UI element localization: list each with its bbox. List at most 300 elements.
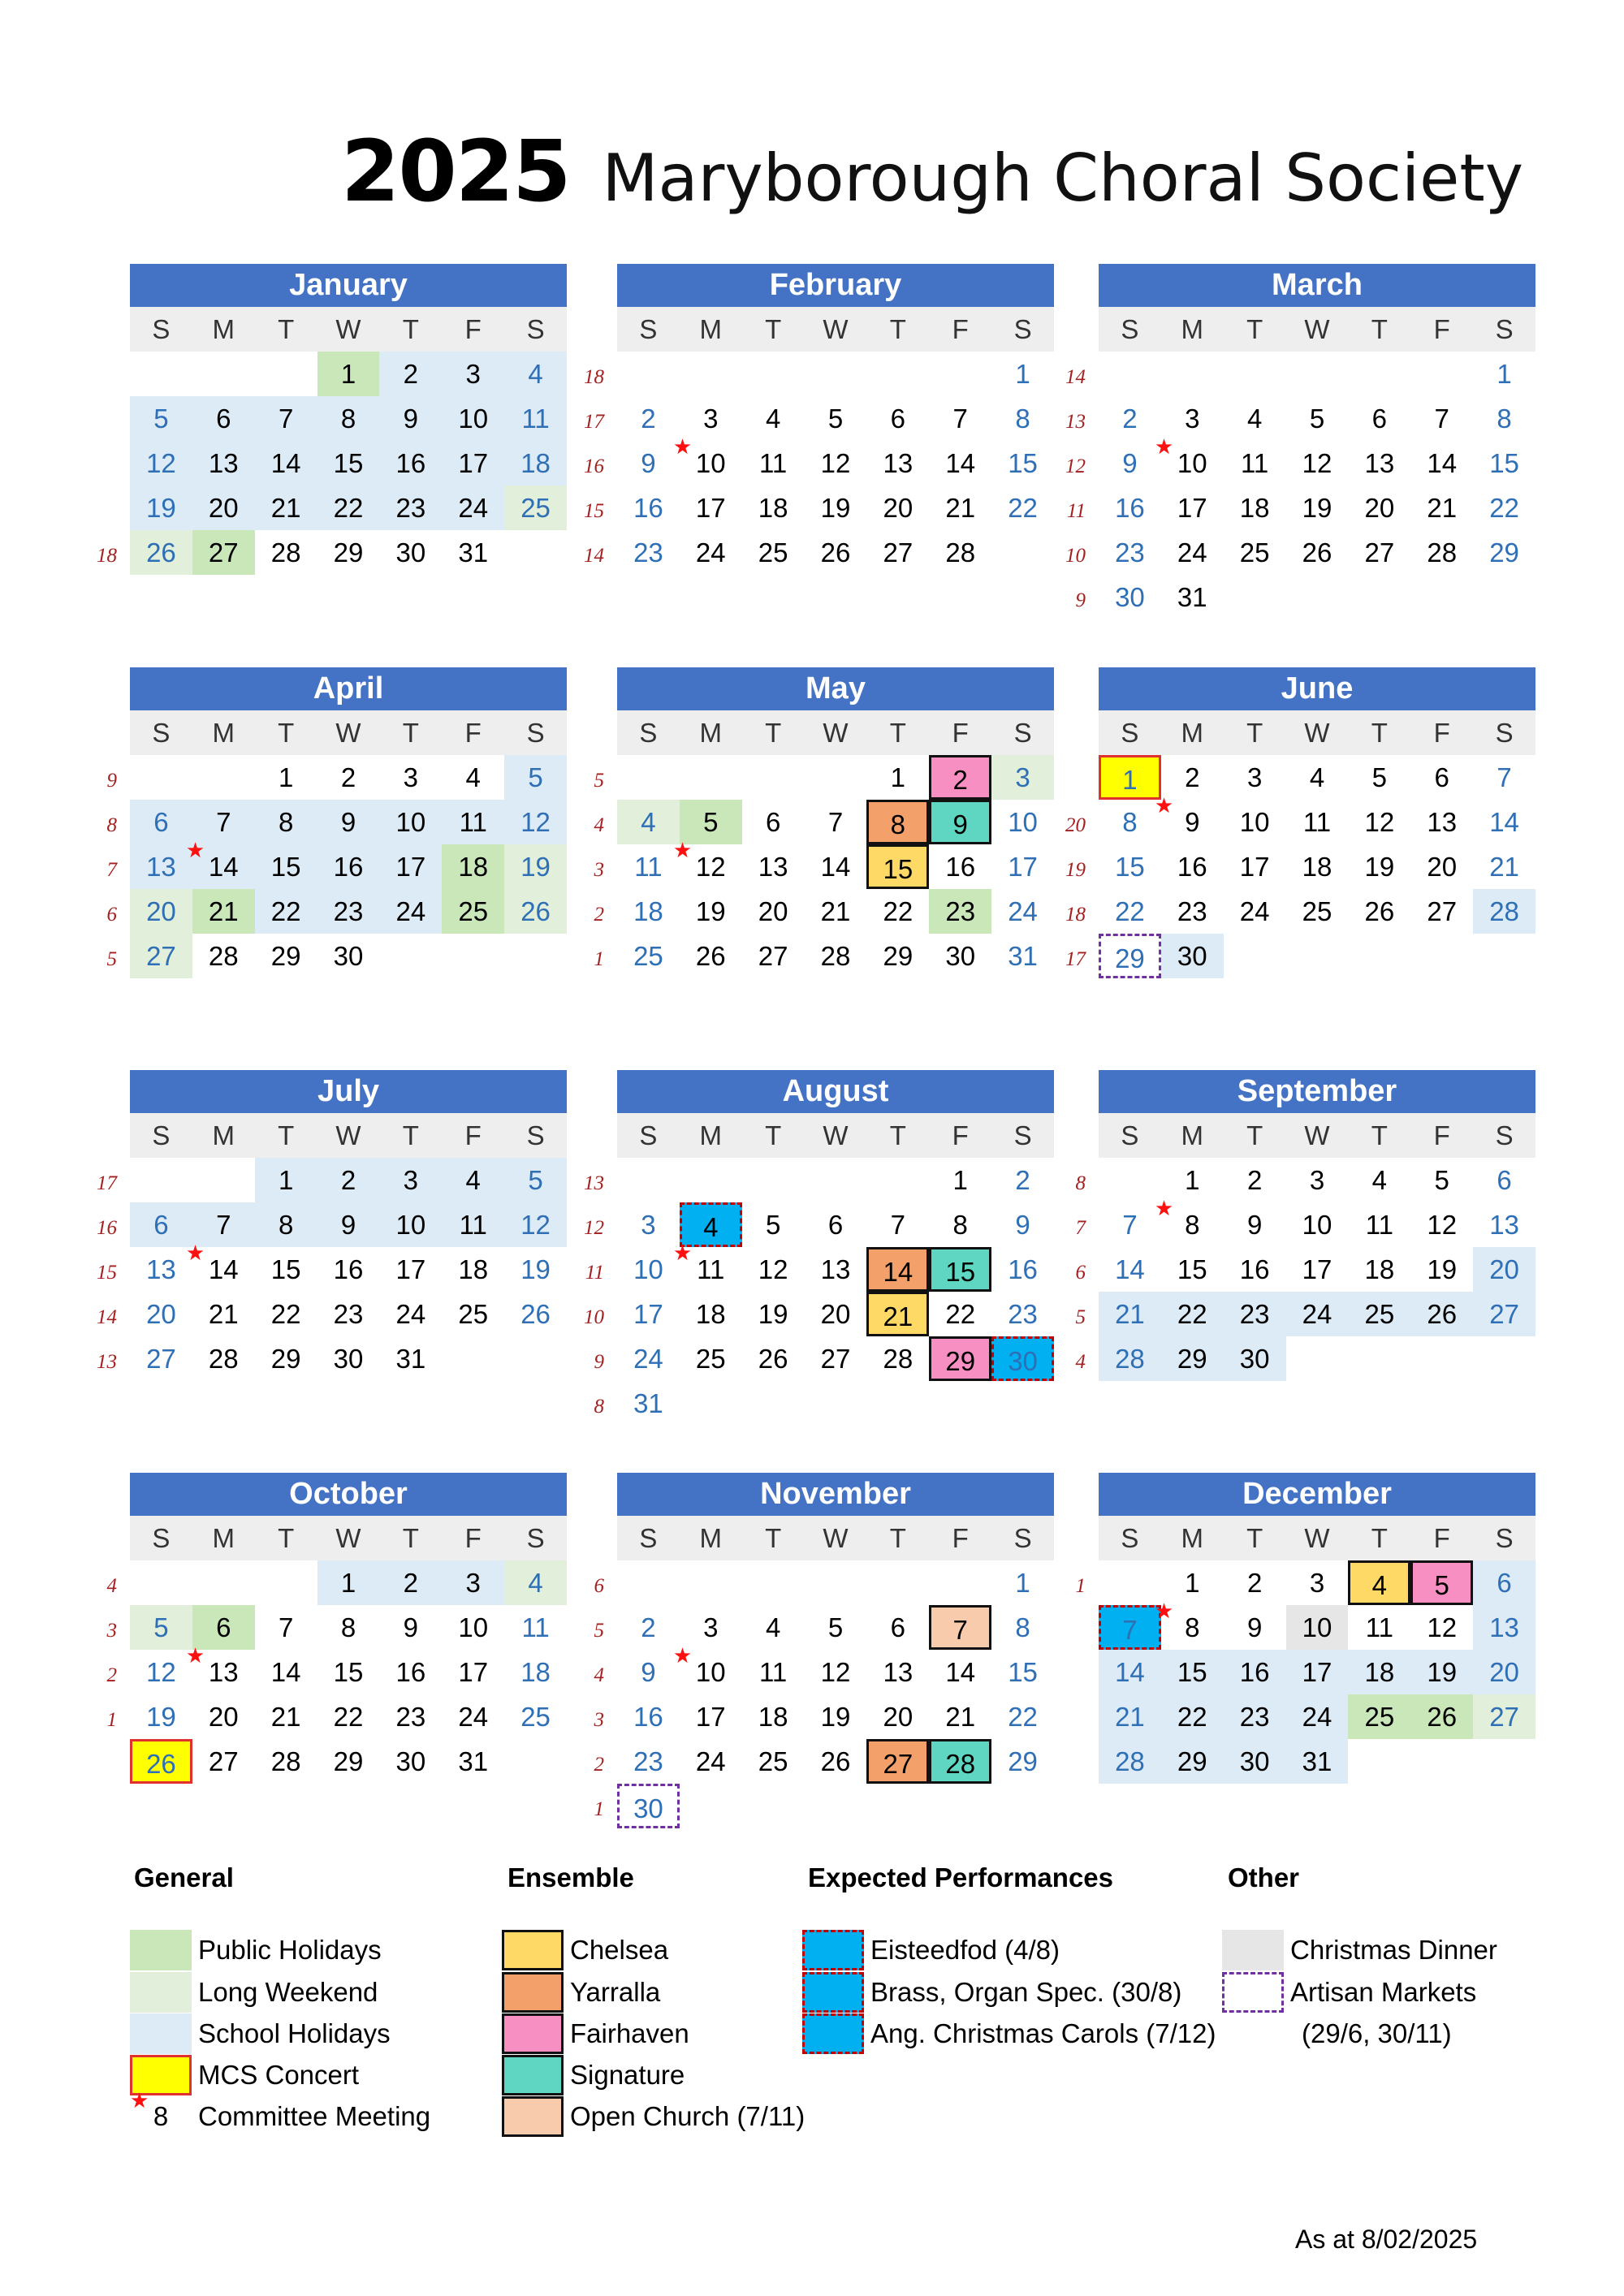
day-cell: 13 <box>883 448 914 478</box>
day-cell: 9 <box>641 1657 656 1687</box>
weekday-header <box>1099 710 1535 755</box>
day-cell: 6 <box>1473 1560 1535 1605</box>
day-cell: 30 <box>1115 582 1145 612</box>
month-title: May <box>617 667 1054 710</box>
day-cell: 17 <box>1008 852 1038 882</box>
day-cell: 19 <box>820 1702 851 1732</box>
month-march <box>1065 264 1535 619</box>
weekday-label: W <box>1304 314 1330 344</box>
day-cell: 6 <box>192 396 255 441</box>
day-cell: 18 <box>758 1702 788 1732</box>
week-number: 13 <box>1065 411 1086 433</box>
day-cell: 5 <box>1434 1165 1449 1195</box>
day-cell: 27 <box>866 1739 929 1784</box>
day-cell: 1 <box>317 1560 380 1605</box>
day-cell: 12 ★ <box>672 838 726 882</box>
star-icon: ★ <box>1154 434 1174 459</box>
day-cell: 2 <box>317 1158 380 1202</box>
weekday-label: S <box>152 1523 171 1553</box>
day-cell: 14 <box>1427 448 1458 478</box>
day-cell: 22 <box>255 889 317 934</box>
weekday-label: T <box>1246 314 1263 344</box>
month-title: January <box>130 264 567 307</box>
day-cell: 20 <box>820 1299 851 1329</box>
day-cell: 8 <box>317 396 380 441</box>
day-cell: 31 <box>1008 941 1038 971</box>
weekday-label: F <box>1433 718 1450 748</box>
day-cell: 5 <box>130 1605 192 1650</box>
day-cell: 4 <box>465 762 481 792</box>
day-cell: 5 <box>504 1158 567 1202</box>
day-cell: 3 <box>442 1560 504 1605</box>
day-cell: 27 <box>146 1344 176 1374</box>
week-number: 18 <box>1065 904 1086 926</box>
day-cell: 8 ★ <box>1154 1599 1200 1642</box>
day-cell: 28 <box>1099 1336 1161 1381</box>
day-cell: 9 <box>929 800 991 844</box>
day-cell: 12 <box>1427 1612 1458 1642</box>
day-cell: 16 <box>1177 852 1207 882</box>
day-cell: 12 <box>820 448 851 478</box>
weekday-label: S <box>1121 1523 1139 1553</box>
week-number: 5 <box>594 770 604 792</box>
weekday-label: S <box>639 314 658 344</box>
weekday-label: M <box>699 718 723 748</box>
day-cell: 14 <box>820 852 851 882</box>
day-grid <box>97 352 567 619</box>
day-cell: 28 <box>270 537 301 568</box>
day-cell: 25 <box>504 486 567 530</box>
day-cell: 19 <box>146 1702 176 1732</box>
legend-fairhaven <box>502 2013 689 2054</box>
week-number: 9 <box>594 1351 604 1373</box>
weekday-label: S <box>526 1523 545 1553</box>
day-cell: 11 <box>442 800 504 844</box>
week-number: 14 <box>584 545 604 567</box>
day-cell: 21 <box>192 889 255 934</box>
weekday-label: T <box>402 1120 419 1150</box>
legend-label: Chelsea <box>570 1935 669 1965</box>
day-cell: 22 <box>1489 493 1519 523</box>
weekday-label: W <box>335 1120 361 1150</box>
day-cell: 6 <box>827 1210 844 1240</box>
month-july <box>97 1070 567 1426</box>
star-icon: ★ <box>185 838 205 862</box>
carols-swatch <box>802 2013 864 2054</box>
day-cell: 18 <box>1239 493 1270 523</box>
yarralla-swatch <box>502 1972 564 2013</box>
eisteddfod-swatch <box>802 1930 864 1970</box>
day-cell: 6 <box>1497 1165 1512 1195</box>
day-cell: 15 <box>929 1247 991 1292</box>
day-cell: 19 <box>695 896 726 926</box>
day-cell: 10 <box>1239 807 1270 837</box>
legend-committee-meeting <box>130 2088 431 2137</box>
day-cell: 9 <box>403 1612 419 1642</box>
day-cell: 15 <box>866 844 929 889</box>
day-cell: 23 <box>379 486 442 530</box>
day-cell: 28 <box>1427 537 1458 568</box>
day-cell: 1 <box>1185 1165 1200 1195</box>
weekday-label: F <box>464 718 482 748</box>
day-cell: 28 <box>820 941 851 971</box>
weekday-label: W <box>335 314 361 344</box>
day-grid <box>1065 755 1535 1023</box>
day-cell: 8 <box>340 1612 356 1642</box>
day-cell: 4 <box>442 1158 504 1202</box>
weekday-label: T <box>765 1523 782 1553</box>
day-cell: 23 <box>1008 1299 1038 1329</box>
day-cell: 29 <box>270 1344 301 1374</box>
day-cell: 2 <box>1246 1165 1263 1195</box>
signature-swatch <box>502 2055 564 2095</box>
weekday-label: W <box>823 1523 849 1553</box>
weekday-label: S <box>526 1120 545 1150</box>
day-cell: 15 <box>270 1254 301 1284</box>
day-cell: 14 <box>270 1657 301 1687</box>
day-cell: 24 <box>442 486 504 530</box>
day-cell: 13 <box>758 852 788 882</box>
weekday-label: T <box>278 1523 295 1553</box>
day-cell: 6 <box>765 807 781 837</box>
weekday-label: M <box>1181 1120 1204 1150</box>
day-cell: 24 <box>1177 537 1207 568</box>
day-cell: 9 <box>641 448 656 478</box>
day-cell: 22 <box>270 1299 301 1329</box>
day-cell: 20 <box>1427 852 1458 882</box>
day-cell: 11 <box>521 1612 550 1642</box>
day-cell: 10 <box>458 1612 489 1642</box>
day-cell: 16 <box>1115 493 1145 523</box>
day-cell: 17 <box>379 844 442 889</box>
day-cell: 8 <box>1015 1612 1030 1642</box>
weekday-label: T <box>278 314 295 344</box>
weekday-label: S <box>1013 1523 1032 1553</box>
day-cell: 17 <box>1286 1650 1349 1694</box>
day-cell: 19 <box>130 486 192 530</box>
week-number: 2 <box>106 1664 117 1686</box>
day-cell: 3 <box>1185 404 1200 434</box>
star-icon: ★ <box>130 2088 149 2113</box>
day-cell: 15 <box>1177 1254 1207 1284</box>
day-cell: 12 <box>146 1657 176 1687</box>
day-cell: 3 <box>1309 1568 1325 1598</box>
month-title: December <box>1099 1473 1535 1516</box>
week-number: 5 <box>594 1620 604 1642</box>
day-cell: 7 <box>1434 404 1449 434</box>
weekday-header <box>617 710 1054 755</box>
day-cell: 24 <box>695 537 726 568</box>
week-number: 17 <box>97 1172 117 1194</box>
day-cell: 28 <box>883 1344 914 1374</box>
long-weekend-swatch <box>130 1972 192 2013</box>
day-cell: 23 <box>1177 896 1207 926</box>
day-cell: 9 <box>379 396 442 441</box>
day-cell: 26 <box>1410 1292 1473 1336</box>
legend-mcs-concert <box>130 2055 359 2095</box>
weekday-label: F <box>1433 1120 1450 1150</box>
day-cell: 6 <box>130 800 192 844</box>
day-cell: 25 <box>1348 1292 1410 1336</box>
day-cell: 16 <box>395 1657 426 1687</box>
weekday-label: S <box>152 314 171 344</box>
day-cell: 27 <box>820 1344 851 1374</box>
weekday-label: S <box>1495 1120 1514 1150</box>
weekday-label: F <box>464 1120 482 1150</box>
month-august <box>584 1070 1054 1426</box>
legend-label: Committee Meeting <box>198 2101 431 2131</box>
weekday-label: M <box>1181 1523 1204 1553</box>
day-cell: 21 <box>866 1292 929 1336</box>
day-cell: 17 <box>1177 493 1207 523</box>
day-cell: 12 <box>820 1657 851 1687</box>
day-cell: 24 <box>458 1702 489 1732</box>
day-cell: 4 <box>1348 1560 1410 1605</box>
star-icon: ★ <box>672 1241 693 1265</box>
day-cell: 8 <box>255 1202 317 1247</box>
day-cell: 27 <box>1427 896 1458 926</box>
day-cell: 10 <box>379 800 442 844</box>
weekday-label: T <box>1371 1523 1388 1553</box>
day-cell: 4 <box>617 800 680 844</box>
day-cell: 22 <box>1161 1292 1224 1336</box>
day-cell: 3 <box>641 1210 656 1240</box>
day-cell: 6 <box>890 404 906 434</box>
day-cell: 25 <box>442 889 504 934</box>
weekday-label: S <box>1013 718 1032 748</box>
day-cell: 17 <box>695 1702 726 1732</box>
weekday-label: F <box>952 314 969 344</box>
month-october <box>106 1473 567 1828</box>
weekday-label: W <box>823 1120 849 1150</box>
day-cell: 20 <box>146 1299 176 1329</box>
market-dates: (29/6, 30/11) <box>1302 2018 1452 2048</box>
day-cell: 11 <box>442 1202 504 1247</box>
day-grid <box>106 1560 567 1828</box>
week-number: 13 <box>97 1351 117 1373</box>
weekday-label: W <box>823 718 849 748</box>
day-cell: 12 <box>1302 448 1332 478</box>
day-cell: 19 <box>1427 1254 1458 1284</box>
day-cell: 21 <box>1099 1694 1161 1739</box>
weekday-label: S <box>639 718 658 748</box>
weekday-label: T <box>889 1523 906 1553</box>
day-cell: 10 <box>1286 1605 1349 1650</box>
day-cell: 10 ★ <box>672 1643 726 1687</box>
day-cell: 18 <box>758 493 788 523</box>
weekday-label: F <box>1433 314 1450 344</box>
day-grid <box>1065 352 1535 619</box>
day-cell: 5 <box>827 1612 844 1642</box>
day-cell: 30 <box>1161 934 1224 978</box>
weekday-label: W <box>1304 1523 1330 1553</box>
day-cell: 20 <box>192 486 255 530</box>
day-cell: 23 <box>929 889 991 934</box>
day-cell: 13 <box>1473 1605 1535 1650</box>
legend-heading-other: Other <box>1228 1862 1300 1892</box>
day-cell: 23 <box>633 1746 663 1776</box>
day-cell: 26 <box>758 1344 788 1374</box>
day-cell: 23 <box>1115 537 1145 568</box>
day-cell: 21 <box>820 896 851 926</box>
day-cell: 4 <box>1246 404 1263 434</box>
day-cell: 7 <box>1122 1210 1138 1240</box>
week-number: 4 <box>1075 1351 1086 1373</box>
day-cell: 2 <box>1015 1165 1030 1195</box>
day-cell: 10 <box>1008 807 1038 837</box>
day-cell: 12 <box>1427 1210 1458 1240</box>
day-cell: 6 <box>1434 762 1449 792</box>
day-cell: 23 <box>1224 1694 1286 1739</box>
legend-brass-organ <box>802 1972 1181 2013</box>
day-cell: 9 <box>1246 1210 1263 1240</box>
day-cell: 1 <box>952 1165 968 1195</box>
day-cell: 25 <box>1348 1694 1410 1739</box>
day-cell: 24 <box>695 1746 726 1776</box>
day-cell: 29 <box>883 941 914 971</box>
day-cell: 13 <box>1427 807 1458 837</box>
day-cell: 25 <box>695 1344 726 1374</box>
legend-long-weekend <box>130 1972 378 2013</box>
day-cell: 29 <box>270 941 301 971</box>
day-cell: 27 <box>883 537 914 568</box>
day-cell: 6 <box>192 1605 255 1650</box>
day-cell: 3 <box>1246 762 1263 792</box>
day-cell: 14 ★ <box>185 1241 239 1284</box>
legend-heading-general: General <box>134 1862 234 1892</box>
day-cell: 3 <box>442 352 504 396</box>
day-cell: 20 <box>130 889 192 934</box>
star-icon: ★ <box>672 1643 693 1668</box>
day-cell: 19 <box>504 844 567 889</box>
day-cell: 9 <box>1122 448 1138 478</box>
weekday-label: T <box>402 1523 419 1553</box>
artisan-markets-swatch <box>1222 1972 1284 2013</box>
day-cell: 30 <box>945 941 976 971</box>
day-cell: 15 <box>255 844 317 889</box>
as-at-date: As at 8/02/2025 <box>1295 2225 1478 2254</box>
day-cell: 2 <box>1246 1568 1263 1598</box>
legend-public-holidays <box>130 1930 382 1970</box>
day-cell: 2 <box>641 1612 656 1642</box>
weekday-header <box>130 1113 567 1158</box>
day-cell: 26 <box>520 1299 551 1329</box>
day-cell: 30 <box>1224 1336 1286 1381</box>
week-number: 13 <box>584 1172 604 1194</box>
day-cell: 1 <box>1185 1568 1200 1598</box>
legend-label: Signature <box>570 2060 685 2090</box>
day-cell: 27 <box>208 1746 239 1776</box>
day-cell: 11 ★ <box>672 1241 725 1284</box>
weekday-header <box>130 710 567 755</box>
day-cell: 21 <box>270 1702 301 1732</box>
day-cell: 27 <box>1364 537 1395 568</box>
day-cell: 13 <box>1364 448 1395 478</box>
day-cell: 29 <box>1161 1739 1224 1784</box>
day-cell: 16 <box>379 441 442 486</box>
day-cell: 23 <box>317 889 380 934</box>
legend-label: Yarralla <box>570 1977 661 2007</box>
month-september <box>1075 1070 1535 1426</box>
day-cell: 20 <box>758 896 788 926</box>
week-number: 17 <box>1065 948 1086 970</box>
day-cell: 4 <box>680 1202 742 1247</box>
weekday-label: S <box>152 718 171 748</box>
day-cell: 7 <box>1099 1605 1161 1650</box>
day-cell: 15 <box>1161 1650 1224 1694</box>
day-cell: 19 <box>1364 852 1395 882</box>
legend-open-church <box>502 2096 805 2137</box>
legend-label: MCS Concert <box>198 2060 360 2090</box>
day-cell: 4 <box>765 1612 781 1642</box>
day-cell: 10 ★ <box>1154 434 1207 478</box>
day-cell: 20 <box>1473 1247 1535 1292</box>
day-cell: 29 <box>333 1746 364 1776</box>
day-grid <box>97 1158 567 1426</box>
day-cell: 30 <box>1224 1739 1286 1784</box>
month-may <box>594 667 1054 1023</box>
day-cell: 4 <box>1309 762 1325 792</box>
week-number: 12 <box>1065 455 1086 477</box>
week-number: 11 <box>1066 500 1086 522</box>
day-cell: 25 <box>1302 896 1332 926</box>
day-cell: 30 <box>333 1344 364 1374</box>
week-number: 6 <box>106 904 117 926</box>
week-number: 7 <box>1075 1217 1086 1239</box>
day-cell: 22 <box>945 1299 976 1329</box>
weekday-label: T <box>1371 1120 1388 1150</box>
day-cell: 2 <box>929 755 991 800</box>
day-cell: 16 <box>1239 1254 1270 1284</box>
week-number: 4 <box>106 1575 117 1597</box>
legend-label: Public Holidays <box>198 1935 382 1965</box>
day-cell: 8 <box>1497 404 1512 434</box>
star-icon: ★ <box>1154 793 1174 818</box>
day-cell: 17 <box>1239 852 1270 882</box>
week-number: 16 <box>584 455 604 477</box>
day-cell: 30 <box>333 941 364 971</box>
day-cell: 31 <box>458 1746 489 1776</box>
day-cell: 18 <box>1348 1650 1410 1694</box>
day-grid <box>1075 1158 1535 1426</box>
day-cell: 29 <box>1008 1746 1038 1776</box>
legend-label: Long Weekend <box>198 1977 378 2007</box>
day-cell: 11 <box>634 852 663 882</box>
day-cell: 11 <box>504 396 567 441</box>
day-cell: 8 <box>1122 807 1138 837</box>
day-cell: 26 <box>820 1746 851 1776</box>
day-cell: 3 <box>991 755 1054 800</box>
day-cell: 3 <box>1309 1165 1325 1195</box>
day-cell: 27 <box>130 934 192 978</box>
day-cell: 5 <box>1410 1560 1473 1605</box>
day-cell: 7 <box>255 396 317 441</box>
day-cell: 24 <box>1286 1292 1349 1336</box>
month-title: August <box>617 1070 1054 1113</box>
weekday-label: S <box>1013 314 1032 344</box>
month-february <box>584 264 1054 619</box>
day-cell: 17 <box>1302 1254 1332 1284</box>
day-cell: 24 <box>1286 1694 1349 1739</box>
day-cell: 12 <box>1364 807 1395 837</box>
legend-label: Artisan Markets <box>1290 1977 1477 2007</box>
day-cell: 23 <box>633 537 663 568</box>
weekday-label: T <box>1246 1120 1263 1150</box>
week-number: 1 <box>106 1709 117 1731</box>
day-cell: 1 <box>890 762 906 792</box>
day-cell: 11 <box>1365 1210 1393 1240</box>
day-cell: 8 ★ <box>1154 1196 1200 1240</box>
